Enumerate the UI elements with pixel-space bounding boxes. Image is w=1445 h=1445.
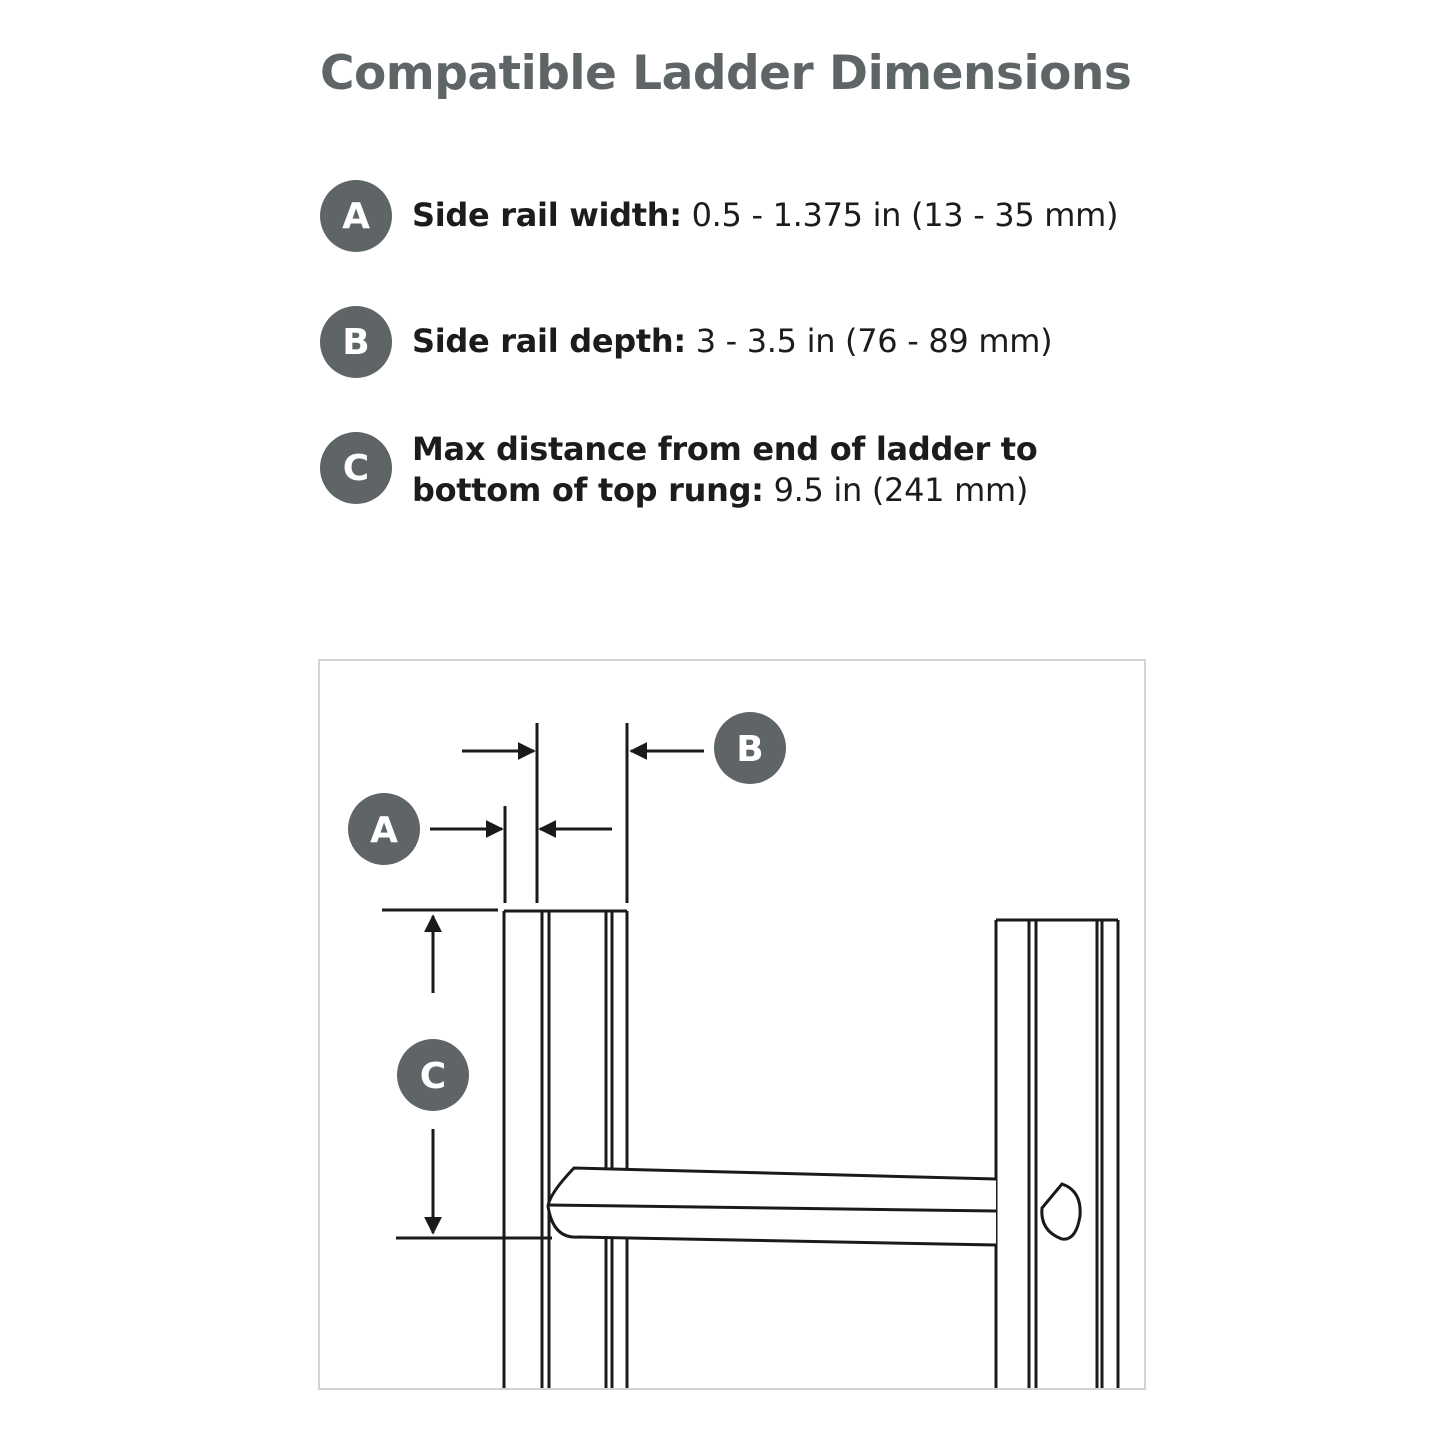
ladder-diagram: [318, 659, 1146, 1390]
spec-c-value: 9.5 in (241 mm): [773, 471, 1029, 509]
diagram-badge-a: [348, 793, 420, 865]
diagram-badge-b-label: B: [736, 729, 764, 770]
right-rail: [996, 920, 1118, 1390]
diagram-badge-c-label: C: [419, 1056, 447, 1097]
spec-b-label: Side rail depth:: [412, 322, 686, 360]
badge-b: B: [320, 306, 392, 378]
spec-c-label: Max distance from end of ladder to bottom of top rung:: [412, 430, 1038, 509]
badge-a: A: [320, 180, 392, 252]
spec-a-value: 0.5 - 1.375 in (13 - 35 mm): [691, 196, 1119, 234]
spec-side-rail-width: [320, 180, 1200, 252]
spec-b-text: [412, 306, 1052, 362]
spec-a-text: [412, 180, 1118, 236]
spec-c-text: [412, 429, 1132, 511]
top-rung: [548, 1168, 1080, 1245]
spec-a-label: Side rail width:: [412, 196, 682, 234]
ladder-illustration: [320, 661, 1146, 1390]
diagram-badge-a-label: A: [370, 810, 398, 851]
diagram-badge-b: [714, 712, 786, 784]
spec-side-rail-depth: [320, 306, 1200, 378]
left-rail: [504, 911, 627, 1390]
badge-c: C: [320, 432, 392, 504]
page-title: Compatible Ladder Dimensions: [320, 46, 1132, 101]
diagram-badge-c: [397, 1039, 469, 1111]
spec-max-distance: [320, 432, 1200, 511]
spec-b-value: 3 - 3.5 in (76 - 89 mm): [695, 322, 1053, 360]
